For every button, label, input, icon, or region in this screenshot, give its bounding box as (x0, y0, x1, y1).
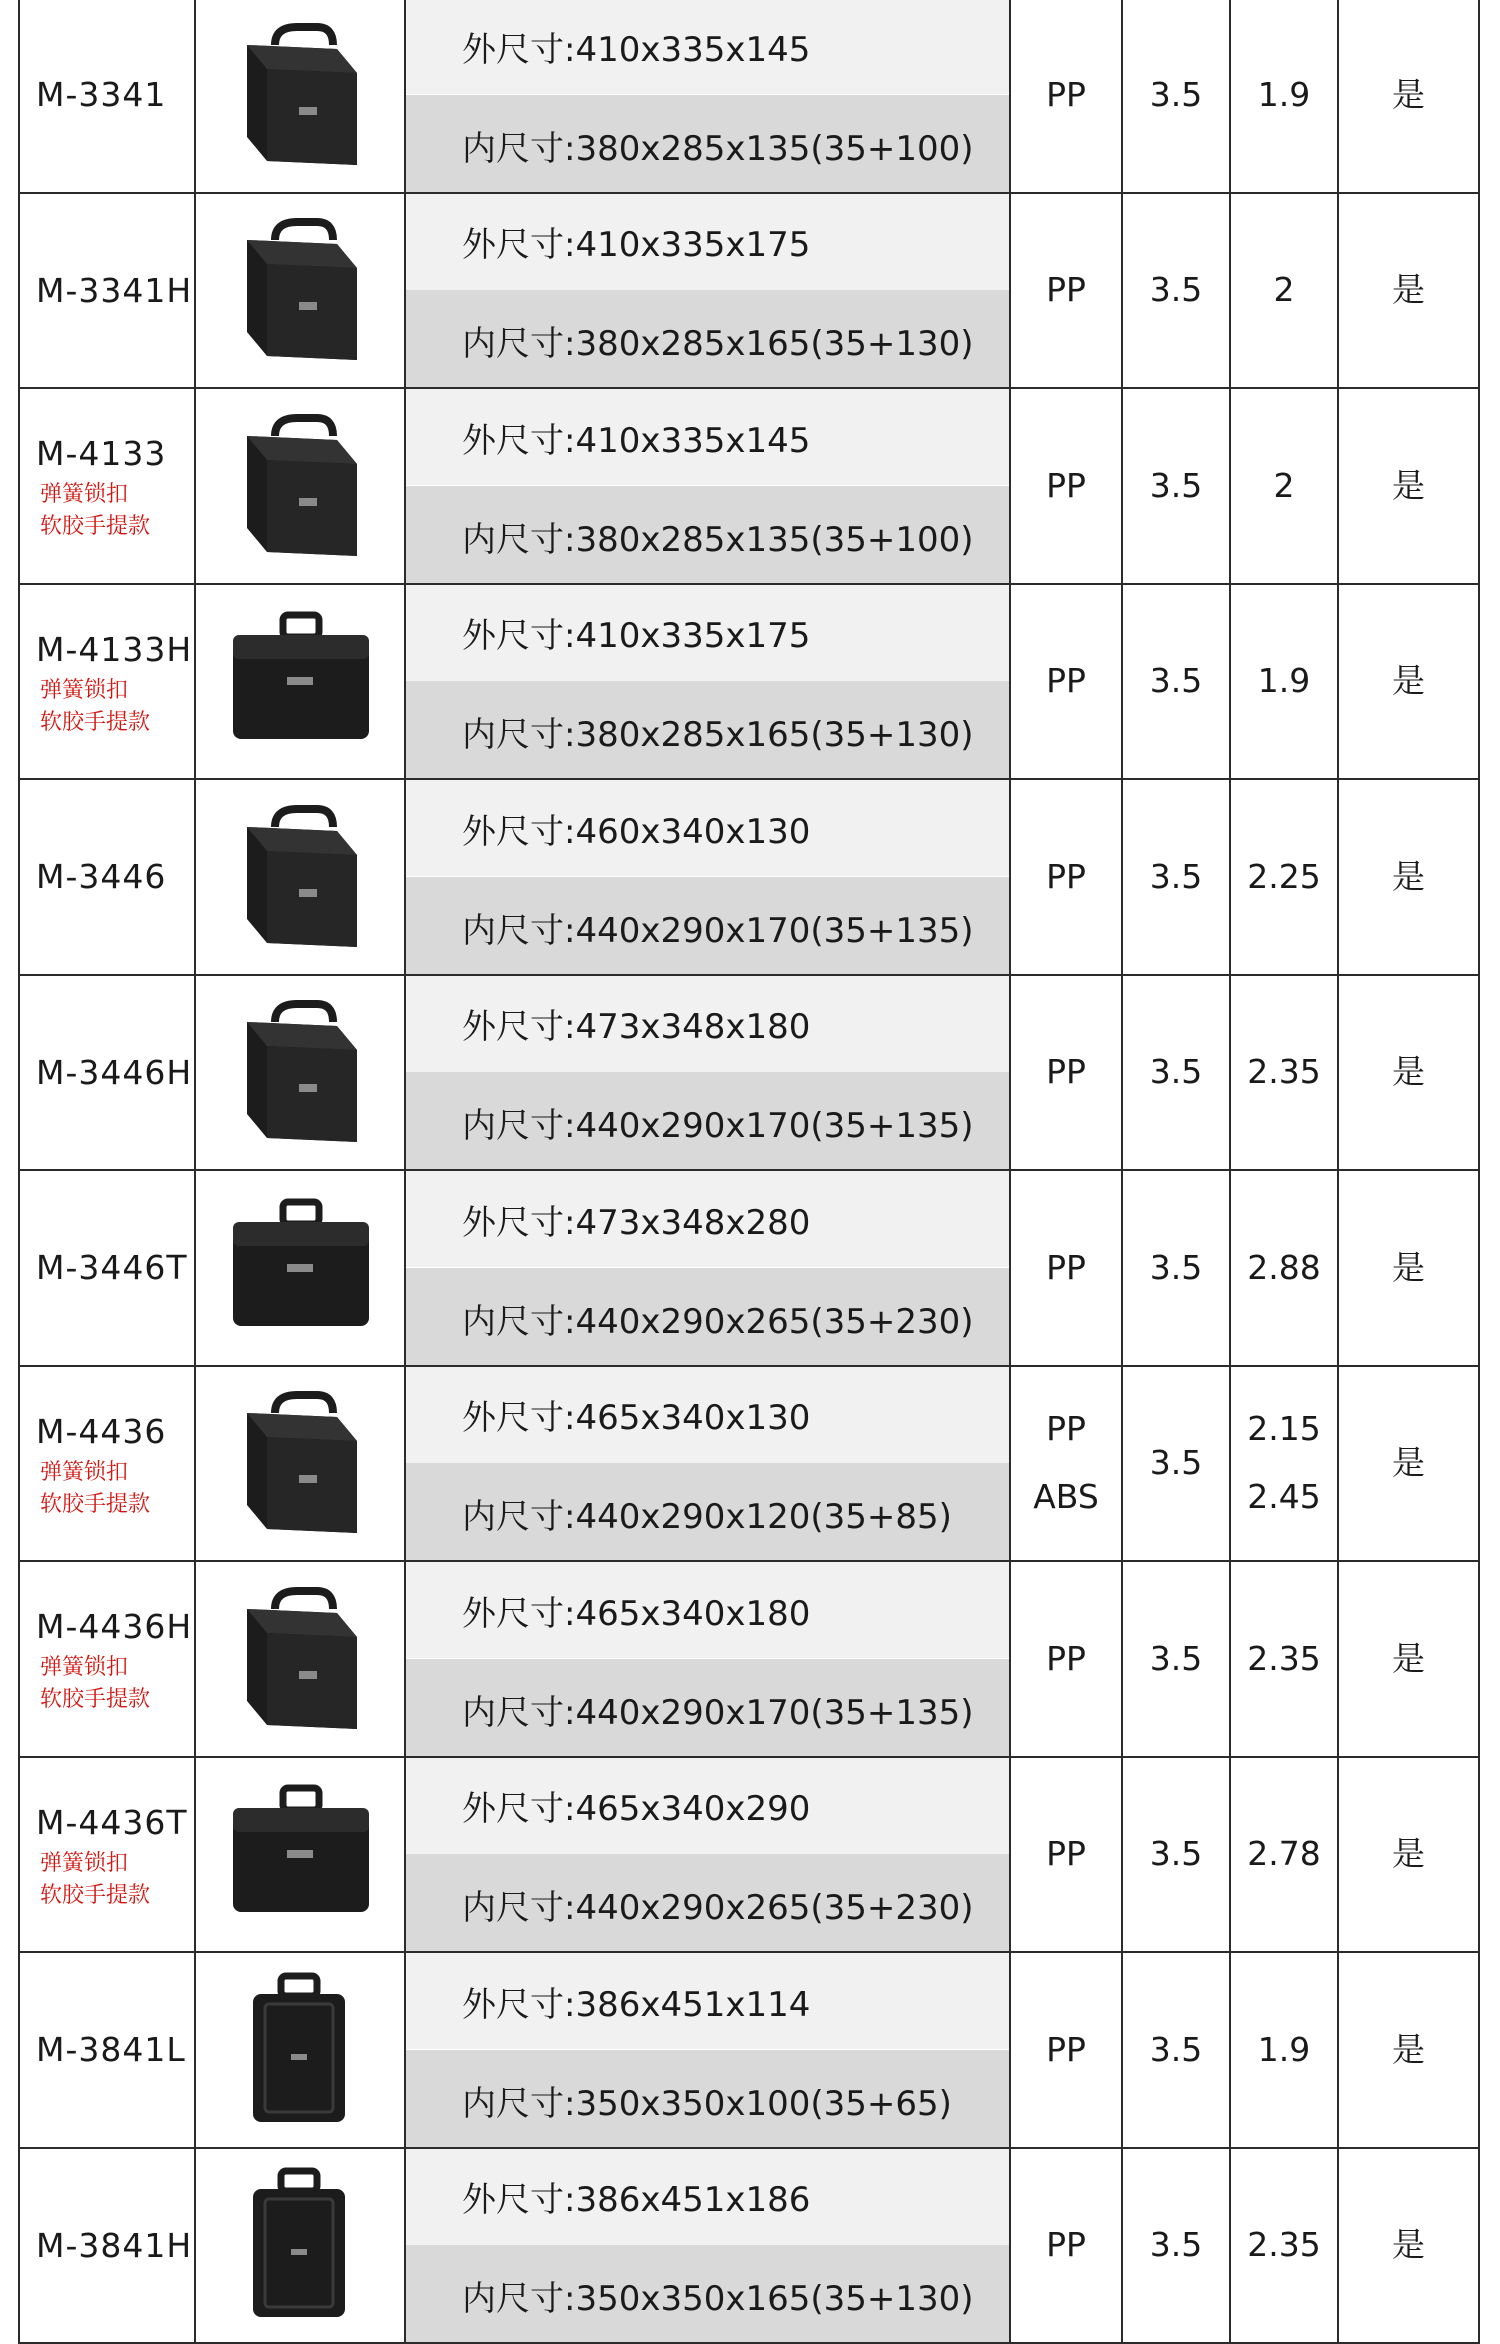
model-note: 软胶手提款 (40, 707, 194, 739)
thickness-value: 3.5 (1150, 1625, 1202, 1693)
table-row (18, 194, 1480, 390)
model-note: 弹簧锁扣 (40, 1848, 194, 1880)
case-image (225, 1579, 375, 1739)
model-cell (20, 976, 196, 1170)
table-row (18, 2149, 1480, 2344)
dimension-cell (406, 1171, 1011, 1365)
table-row (18, 1562, 1480, 1758)
model-name: M-3841H (36, 2226, 194, 2265)
thickness-cell (1123, 0, 1231, 192)
case-image (225, 1383, 375, 1543)
thickness-value: 3.5 (1150, 61, 1202, 129)
inner-dimension: 内尺寸:350x350x100(35+65) (406, 2050, 1009, 2147)
weight-value: 1.9 (1258, 2016, 1310, 2084)
waterproof-cell (1339, 1171, 1478, 1365)
model-notes (36, 675, 194, 739)
material-value: PP (1046, 2016, 1086, 2084)
weight-cell (1231, 1171, 1339, 1365)
model-note: 软胶手提款 (40, 1880, 194, 1912)
inner-dimension: 内尺寸:380x285x135(35+100) (406, 486, 1009, 583)
dimension-cell (406, 976, 1011, 1170)
material-cell (1011, 1171, 1123, 1365)
weight-cell (1231, 194, 1339, 388)
waterproof-cell (1339, 780, 1478, 974)
spec-table (18, 0, 1480, 2344)
waterproof-value: 是 (1392, 1038, 1425, 1106)
weight-cell (1231, 585, 1339, 779)
weight-value: 2 (1274, 452, 1295, 520)
model-name: M-3446T (36, 1248, 194, 1287)
model-cell (20, 194, 196, 388)
model-name: M-3446 (36, 857, 194, 896)
material-value: PP (1046, 2211, 1086, 2279)
model-notes (36, 1457, 194, 1521)
table-row (18, 1367, 1480, 1563)
material-cell (1011, 1562, 1123, 1756)
outer-dimension: 外尺寸:410x335x175 (406, 194, 1009, 290)
material-cell (1011, 0, 1123, 192)
product-image-cell (196, 0, 406, 192)
model-note: 软胶手提款 (40, 1489, 194, 1521)
thickness-value: 3.5 (1150, 647, 1202, 715)
weight-value: 2.15 (1247, 1395, 1320, 1463)
product-image-cell (196, 1171, 406, 1365)
inner-dimension: 内尺寸:380x285x135(35+100) (406, 95, 1009, 192)
waterproof-value: 是 (1392, 1429, 1425, 1497)
weight-cell (1231, 780, 1339, 974)
dimension-cell (406, 780, 1011, 974)
model-note: 软胶手提款 (40, 1684, 194, 1716)
weight-cell (1231, 1758, 1339, 1952)
dimension-cell (406, 2149, 1011, 2343)
thickness-value: 3.5 (1150, 1038, 1202, 1106)
thickness-value: 3.5 (1150, 452, 1202, 520)
material-cell (1011, 976, 1123, 1170)
table-row (18, 780, 1480, 976)
material-value: PP (1046, 843, 1086, 911)
model-cell (20, 1367, 196, 1561)
thickness-value: 3.5 (1150, 2211, 1202, 2279)
waterproof-cell (1339, 2149, 1478, 2343)
thickness-cell (1123, 585, 1231, 779)
thickness-cell (1123, 1171, 1231, 1365)
waterproof-value: 是 (1392, 1625, 1425, 1693)
dimension-cell (406, 585, 1011, 779)
material-value: PP (1046, 1820, 1086, 1888)
outer-dimension: 外尺寸:465x340x130 (406, 1367, 1009, 1463)
dimension-cell (406, 1562, 1011, 1756)
material-cell (1011, 389, 1123, 583)
model-name: M-3341H (36, 271, 194, 310)
inner-dimension: 内尺寸:380x285x165(35+130) (406, 290, 1009, 387)
waterproof-value: 是 (1392, 256, 1425, 324)
case-image (225, 1188, 375, 1348)
table-row (18, 0, 1480, 194)
thickness-cell (1123, 976, 1231, 1170)
model-cell (20, 780, 196, 974)
case-image (225, 797, 375, 957)
weight-value: 2.25 (1247, 843, 1320, 911)
waterproof-cell (1339, 976, 1478, 1170)
inner-dimension: 内尺寸:350x350x165(35+130) (406, 2245, 1009, 2342)
weight-value: 1.9 (1258, 647, 1310, 715)
thickness-cell (1123, 1953, 1231, 2147)
model-note: 弹簧锁扣 (40, 675, 194, 707)
material-value: PP (1046, 1038, 1086, 1106)
product-image-cell (196, 1758, 406, 1952)
case-image (225, 1774, 375, 1934)
waterproof-cell (1339, 1562, 1478, 1756)
material-cell (1011, 1953, 1123, 2147)
material-cell (1011, 585, 1123, 779)
product-image-cell (196, 780, 406, 974)
material-value: PP (1046, 1234, 1086, 1302)
model-notes (36, 1848, 194, 1912)
model-name: M-4133H (36, 630, 194, 669)
case-image (225, 406, 375, 566)
inner-dimension: 内尺寸:440x290x170(35+135) (406, 877, 1009, 974)
table-row (18, 1758, 1480, 1954)
outer-dimension: 外尺寸:386x451x114 (406, 1953, 1009, 2049)
model-note: 软胶手提款 (40, 511, 194, 543)
thickness-cell (1123, 194, 1231, 388)
model-notes (36, 479, 194, 543)
weight-cell (1231, 1562, 1339, 1756)
dimension-cell (406, 1758, 1011, 1952)
weight-value: 2 (1274, 256, 1295, 324)
weight-cell (1231, 0, 1339, 192)
thickness-value: 3.5 (1150, 2016, 1202, 2084)
model-cell (20, 1758, 196, 1952)
waterproof-cell (1339, 194, 1478, 388)
weight-cell (1231, 976, 1339, 1170)
waterproof-cell (1339, 389, 1478, 583)
model-note: 弹簧锁扣 (40, 1652, 194, 1684)
material-value: PP (1046, 1395, 1086, 1463)
model-cell (20, 585, 196, 779)
material-cell (1011, 194, 1123, 388)
material-cell (1011, 1367, 1123, 1561)
outer-dimension: 外尺寸:410x335x145 (406, 0, 1009, 94)
outer-dimension: 外尺寸:473x348x180 (406, 976, 1009, 1072)
case-image (225, 992, 375, 1152)
material-value: PP (1046, 256, 1086, 324)
dimension-cell (406, 194, 1011, 388)
outer-dimension: 外尺寸:410x335x175 (406, 585, 1009, 681)
waterproof-value: 是 (1392, 452, 1425, 520)
waterproof-value: 是 (1392, 1820, 1425, 1888)
weight-value: 2.35 (1247, 1038, 1320, 1106)
material-cell (1011, 1758, 1123, 1952)
model-cell (20, 389, 196, 583)
table-row (18, 389, 1480, 585)
model-notes (36, 1652, 194, 1716)
weight-cell (1231, 2149, 1339, 2343)
thickness-cell (1123, 2149, 1231, 2343)
model-cell (20, 1953, 196, 2147)
product-image-cell (196, 194, 406, 388)
dimension-cell (406, 0, 1011, 192)
model-name: M-4436T (36, 1803, 194, 1842)
waterproof-value: 是 (1392, 2016, 1425, 2084)
thickness-cell (1123, 780, 1231, 974)
thickness-cell (1123, 1367, 1231, 1561)
waterproof-value: 是 (1392, 647, 1425, 715)
thickness-value: 3.5 (1150, 256, 1202, 324)
case-image (225, 15, 375, 175)
waterproof-value: 是 (1392, 2211, 1425, 2279)
waterproof-cell (1339, 585, 1478, 779)
case-image (225, 2165, 375, 2325)
weight-value: 2.35 (1247, 2211, 1320, 2279)
material-value: PP (1046, 61, 1086, 129)
inner-dimension: 内尺寸:440x290x170(35+135) (406, 1659, 1009, 1756)
outer-dimension: 外尺寸:410x335x145 (406, 389, 1009, 485)
weight-value: 2.78 (1247, 1820, 1320, 1888)
material-cell (1011, 2149, 1123, 2343)
waterproof-value: 是 (1392, 843, 1425, 911)
model-name: M-3341 (36, 75, 194, 114)
thickness-value: 3.5 (1150, 843, 1202, 911)
model-name: M-3841L (36, 2030, 194, 2069)
product-image-cell (196, 1953, 406, 2147)
weight-cell (1231, 389, 1339, 583)
inner-dimension: 内尺寸:380x285x165(35+130) (406, 681, 1009, 778)
weight-value: 2.45 (1247, 1463, 1320, 1531)
model-cell (20, 1562, 196, 1756)
product-image-cell (196, 585, 406, 779)
material-value: PP (1046, 647, 1086, 715)
material-value: PP (1046, 1625, 1086, 1693)
weight-cell (1231, 1953, 1339, 2147)
weight-value: 2.35 (1247, 1625, 1320, 1693)
case-image (225, 601, 375, 761)
thickness-cell (1123, 1758, 1231, 1952)
model-name: M-4133 (36, 434, 194, 473)
model-cell (20, 0, 196, 192)
thickness-cell (1123, 1562, 1231, 1756)
model-name: M-4436 (36, 1412, 194, 1451)
weight-cell (1231, 1367, 1339, 1561)
product-image-cell (196, 1367, 406, 1561)
table-row (18, 976, 1480, 1172)
waterproof-value: 是 (1392, 1234, 1425, 1302)
product-image-cell (196, 976, 406, 1170)
waterproof-cell (1339, 0, 1478, 192)
case-image (225, 1970, 375, 2130)
model-cell (20, 2149, 196, 2343)
dimension-cell (406, 1367, 1011, 1561)
waterproof-value: 是 (1392, 61, 1425, 129)
waterproof-cell (1339, 1367, 1478, 1561)
inner-dimension: 内尺寸:440x290x265(35+230) (406, 1854, 1009, 1951)
model-cell (20, 1171, 196, 1365)
material-cell (1011, 780, 1123, 974)
product-image-cell (196, 2149, 406, 2343)
inner-dimension: 内尺寸:440x290x265(35+230) (406, 1268, 1009, 1365)
table-row (18, 1171, 1480, 1367)
thickness-value: 3.5 (1150, 1429, 1202, 1497)
outer-dimension: 外尺寸:386x451x186 (406, 2149, 1009, 2245)
weight-value: 2.88 (1247, 1234, 1320, 1302)
thickness-value: 3.5 (1150, 1820, 1202, 1888)
material-value: ABS (1033, 1463, 1099, 1531)
waterproof-cell (1339, 1758, 1478, 1952)
outer-dimension: 外尺寸:465x340x290 (406, 1758, 1009, 1854)
outer-dimension: 外尺寸:473x348x280 (406, 1171, 1009, 1267)
waterproof-cell (1339, 1953, 1478, 2147)
dimension-cell (406, 1953, 1011, 2147)
thickness-cell (1123, 389, 1231, 583)
thickness-value: 3.5 (1150, 1234, 1202, 1302)
outer-dimension: 外尺寸:465x340x180 (406, 1562, 1009, 1658)
outer-dimension: 外尺寸:460x340x130 (406, 780, 1009, 876)
product-image-cell (196, 1562, 406, 1756)
table-row (18, 585, 1480, 781)
model-note: 弹簧锁扣 (40, 479, 194, 511)
weight-value: 1.9 (1258, 61, 1310, 129)
dimension-cell (406, 389, 1011, 583)
case-image (225, 210, 375, 370)
product-image-cell (196, 389, 406, 583)
table-row (18, 1953, 1480, 2149)
model-note: 弹簧锁扣 (40, 1457, 194, 1489)
model-name: M-3446H (36, 1053, 194, 1092)
material-value: PP (1046, 452, 1086, 520)
inner-dimension: 内尺寸:440x290x120(35+85) (406, 1463, 1009, 1560)
model-name: M-4436H (36, 1607, 194, 1646)
inner-dimension: 内尺寸:440x290x170(35+135) (406, 1072, 1009, 1169)
